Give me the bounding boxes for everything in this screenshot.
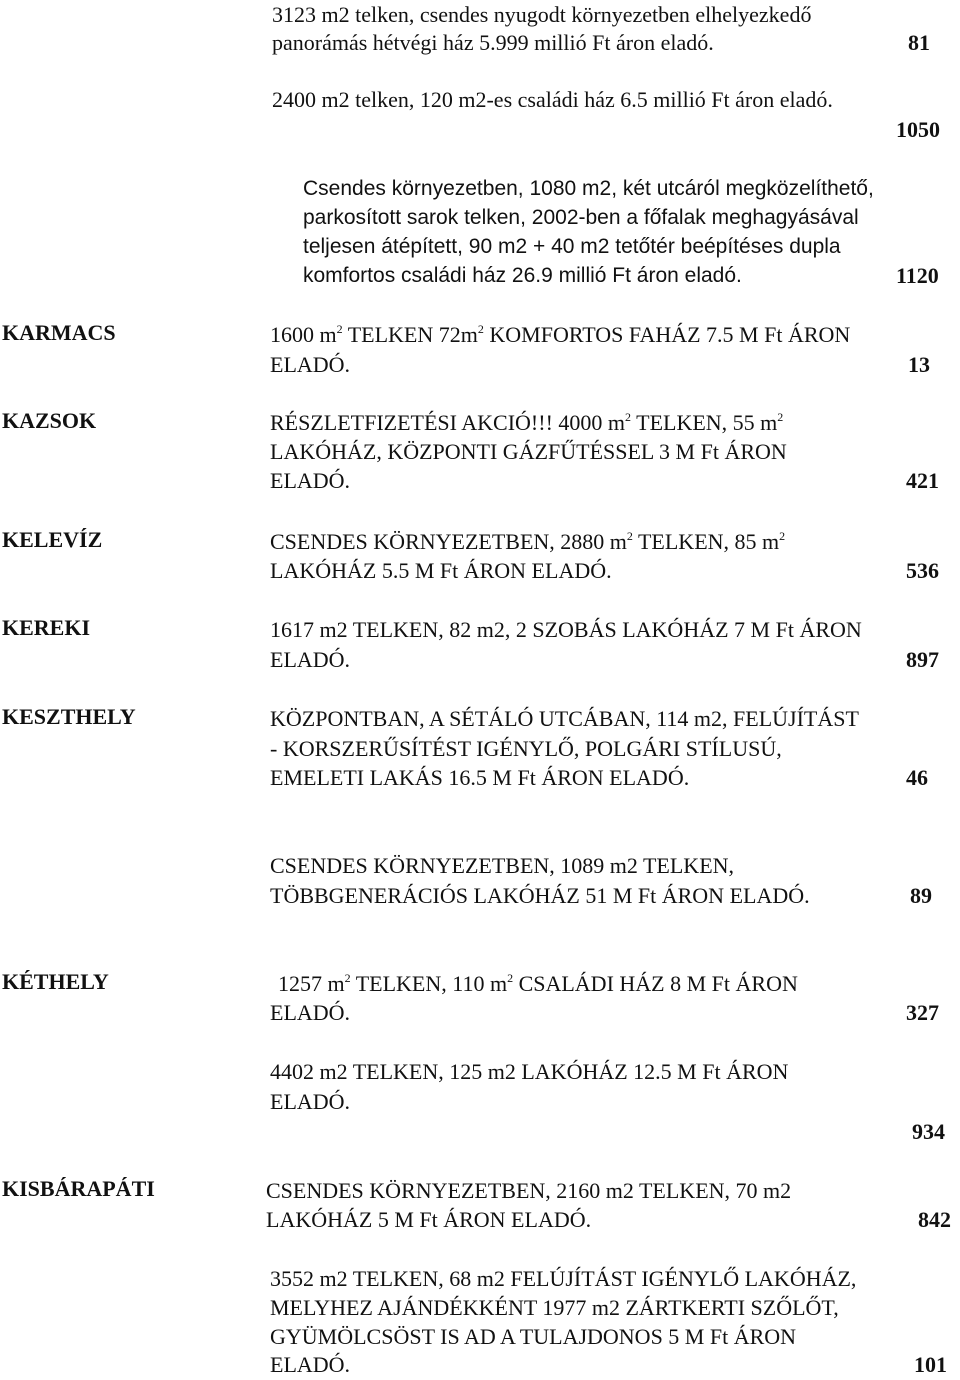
location-heading: KEREKI [2, 615, 91, 640]
listing-text: KÖZPONTBAN, A SÉTÁLÓ UTCÁBAN, 114 m2, FELÚJÍTÁST [270, 706, 859, 731]
listing-text: LAKÓHÁZ 5.5 M Ft ÁRON ELADÓ. [270, 558, 612, 583]
listing-text: ELADÓ. [270, 1000, 351, 1025]
listing-text: teljesen átépített, 90 m2 + 40 m2 tetőtér beépítéses dupla [303, 235, 841, 258]
listing-code: 1120 [896, 263, 939, 288]
listing-text: Csendes környezetben, 1080 m2, két utcáról megközelíthető, [303, 177, 874, 200]
listing-text: 3123 m2 telken, csendes nyugodt környezetben elhelyezkedő [272, 2, 812, 27]
listing-text: TÖBBGENERÁCIÓS LAKÓHÁZ 51 M Ft ÁRON ELADÓ. [270, 883, 810, 908]
listing-text: 1600 $m^2$ TELKEN $72m^2$ KOMFORTOS FAHÁZ 7.5 M Ft ÁRON [270, 322, 851, 347]
listing-text: MELYHEZ AJÁNDÉKKÉNT 1977 m2 ZÁRTKERTI SZŐLŐT, [270, 1295, 839, 1320]
listing-text: 3552 m2 TELKEN, 68 m2 FELÚJÍTÁST IGÉNYLŐ LAKÓHÁZ, [270, 1266, 857, 1291]
listing-text: ELADÓ. [270, 352, 351, 377]
location-heading: KÉTHELY [2, 969, 109, 994]
listing-code: 897 [906, 647, 939, 672]
listing-text: ELADÓ. [270, 1352, 351, 1377]
listing-text: - KORSZERŰSÍTÉST IGÉNYLŐ, POLGÁRI STÍLUSÚ, [270, 736, 782, 761]
listing-code: 842 [918, 1207, 951, 1232]
location-heading: KISBÁRAPÁTI [2, 1176, 155, 1201]
listing-code: 101 [914, 1352, 947, 1377]
listing-code: 1050 [896, 117, 940, 142]
location-heading: KELEVÍZ [2, 527, 103, 552]
listing-code: 327 [906, 1000, 939, 1025]
listing-text: GYÜMÖLCSÖST IS AD A TULAJDONOS 5 M Ft ÁRON [270, 1324, 797, 1349]
location-heading: KARMACS [2, 320, 116, 345]
listing-code: 89 [910, 883, 932, 908]
listing-text: komfortos családi ház 26.9 millió Ft áron eladó. [303, 264, 742, 287]
listing-code: 934 [912, 1119, 945, 1144]
listing-text: ELADÓ. [270, 647, 351, 672]
listing-text: LAKÓHÁZ, KÖZPONTI GÁZFŰTÉSSEL 3 M Ft ÁRON [270, 439, 787, 464]
location-heading: KAZSOK [2, 408, 97, 433]
listing-code: 13 [908, 352, 930, 377]
listing-code: 536 [906, 558, 939, 583]
listing-text: EMELETI LAKÁS 16.5 M Ft ÁRON ELADÓ. [270, 765, 690, 790]
location-heading: KESZTHELY [2, 704, 136, 729]
listing-text: 1257 $m^2$ TELKEN, 110 $m^2$ CSALÁDI HÁZ 8 M Ft ÁRON [278, 971, 798, 996]
listing-text: LAKÓHÁZ 5 M Ft ÁRON ELADÓ. [266, 1207, 592, 1232]
listing-text: panorámás hétvégi ház 5.999 millió Ft áron eladó. [272, 30, 714, 55]
listing-code: 46 [906, 765, 928, 790]
listing-text: RÉSZLETFIZETÉSI AKCIÓ!!! 4000 $m^2$ TELKEN, 55 $m^2$ [270, 410, 784, 435]
listing-text: parkosított sarok telken, 2002-ben a főfalak meghagyásával [303, 206, 859, 229]
listing-text: 2400 m2 telken, 120 m2-es családi ház 6.5 millió Ft áron eladó. [272, 87, 833, 112]
listing-text: 4402 m2 TELKEN, 125 m2 LAKÓHÁZ 12.5 M Ft ÁRON [270, 1059, 789, 1084]
listing-code: 421 [906, 468, 939, 493]
listing-code: 81 [908, 30, 930, 55]
listing-text: CSENDES KÖRNYEZETBEN, 1089 m2 TELKEN, [270, 853, 735, 878]
listing-text: 1617 m2 TELKEN, 82 m2, 2 SZOBÁS LAKÓHÁZ 7 M Ft ÁRON [270, 617, 862, 642]
listing-text: CSENDES KÖRNYEZETBEN, 2160 m2 TELKEN, 70 m2 [266, 1178, 792, 1203]
listing-text: ELADÓ. [270, 468, 351, 493]
listing-text: CSENDES KÖRNYEZETBEN, 2880 $m^2$ TELKEN, 85 $m^2$ [270, 529, 786, 554]
listing-text: ELADÓ. [270, 1089, 351, 1114]
